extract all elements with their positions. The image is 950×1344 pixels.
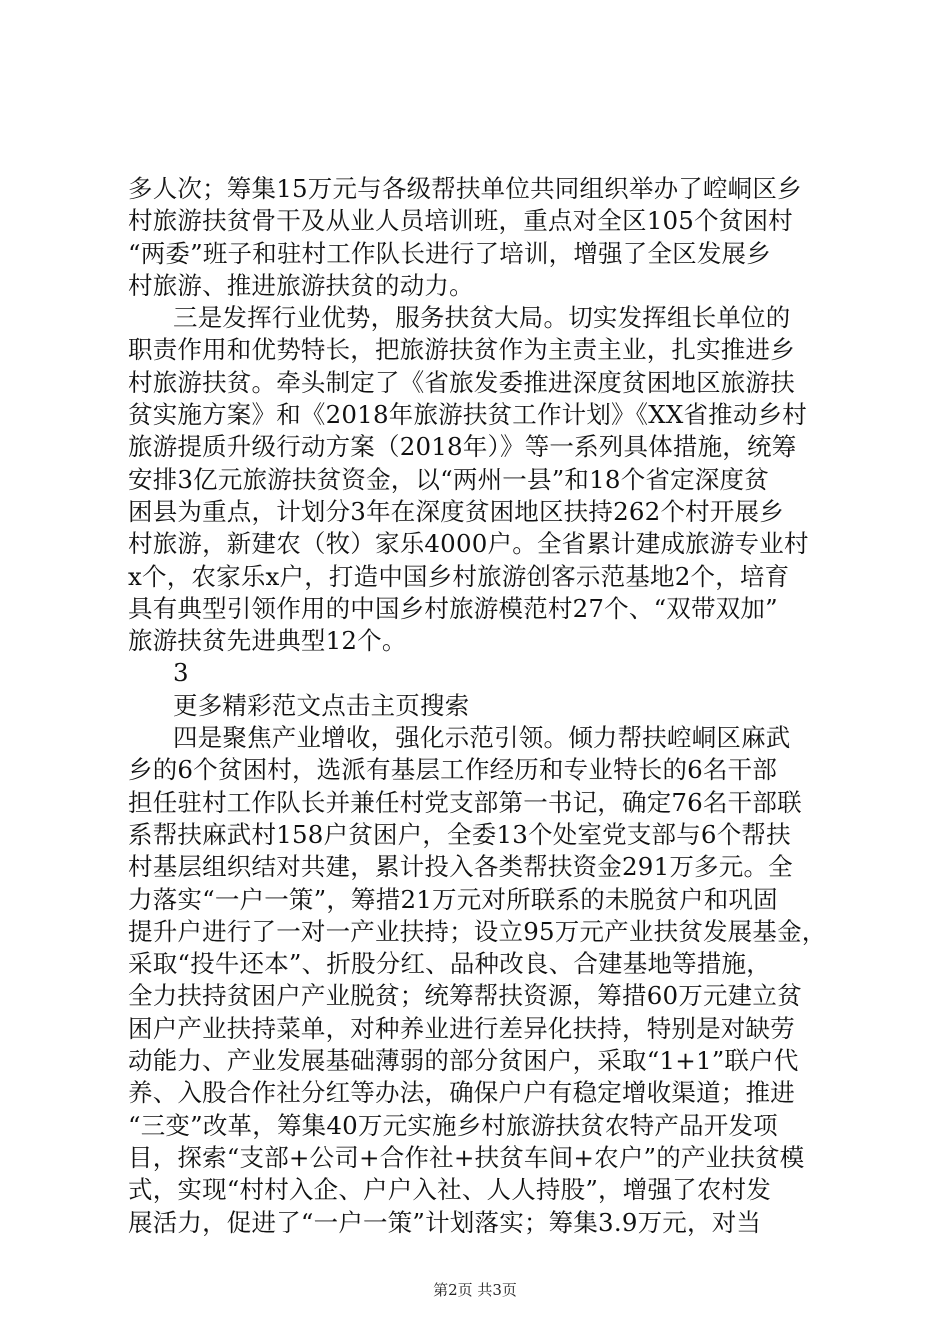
text-line: 系帮扶麻武村158户贫困户，全委13个处室党支部与6个帮扶 <box>128 819 791 849</box>
text-line: 担任驻村工作队长并兼任村党支部第一书记，确定76名干部联 <box>128 787 802 817</box>
text-line: 乡的6个贫困村，选派有基层工作经历和专业特长的6名干部 <box>128 755 778 785</box>
text-line: 具有典型引领作用的中国乡村旅游模范村27个、“双带双加” <box>128 593 778 623</box>
text-line: 动能力、产业发展基础薄弱的部分贫困户，采取“1+1”联户代 <box>128 1046 799 1076</box>
text-line: 全力扶持贫困户产业脱贫；统筹帮扶资源，筹措60万元建立贫 <box>128 981 802 1011</box>
text-line: 职责作用和优势特长，把旅游扶贫作为主责主业，扎实推进乡 <box>128 335 795 365</box>
text-line: “三变”改革，筹集40万元实施乡村旅游扶贫农特产品开发项 <box>128 1110 778 1140</box>
text-line: 村旅游扶贫骨干及从业人员培训班，重点对全区105个贫困村 <box>128 206 793 236</box>
text-line: 旅游扶贫先进典型12个。 <box>128 626 407 656</box>
text-line: 提升户进行了一对一产业扶持；设立95万元产业扶贫发展基金， <box>128 916 827 946</box>
text-line: 旅游提质升级行动方案（2018年）》等一系列具体措施，统筹 <box>128 432 797 462</box>
text-line: 村基层组织结对共建，累计投入各类帮扶资金291万多元。全 <box>128 852 793 882</box>
text-line: 多人次；筹集15万元与各级帮扶单位共同组织举办了崆峒区乡 <box>128 174 802 203</box>
text-line: 困户产业扶持菜单，对种养业进行差异化扶持，特别是对缺劳 <box>128 1013 795 1043</box>
text-line: 3 <box>173 658 189 688</box>
text-line: 村旅游，新建农（牧）家乐4000户。全省累计建成旅游专业村 <box>128 529 809 559</box>
text-line: 四是聚焦产业增收，强化示范引领。倾力帮扶崆峒区麻武 <box>173 723 791 753</box>
text-line: “两委”班子和驻村工作队长进行了培训，增强了全区发展乡 <box>128 238 771 268</box>
page-footer: 第2页 共3页 <box>433 1281 517 1299</box>
text-line: 式，实现“村村入企、户户入社、人人持股”，增强了农村发 <box>128 1175 771 1205</box>
text-line: 展活力，促进了“一户一策”计划落实；筹集3.9万元，对当 <box>128 1207 762 1237</box>
document-body <box>128 173 828 1239</box>
text-line: 更多精彩范文点击主页搜索 <box>173 690 470 720</box>
text-line: 养、入股合作社分红等办法，确保户户有稳定增收渠道；推进 <box>128 1078 795 1108</box>
text-line: 目，探索“支部+公司+合作社+扶贫车间+农户”的产业扶贫模 <box>128 1142 805 1172</box>
text-line: 三是发挥行业优势，服务扶贫大局。切实发挥组长单位的 <box>173 303 791 333</box>
text-line: x个，农家乐x户，打造中国乡村旅游创客示范基地2个，培育 <box>128 561 790 591</box>
text-line: 采取“投牛还本”、折股分红、品种改良、合建基地等措施， <box>128 949 771 979</box>
text-line: 村旅游扶贫。牵头制定了《省旅发委推进深度贫困地区旅游扶 <box>128 367 795 397</box>
text-line: 困县为重点，计划分3年在深度贫困地区扶持262个村开展乡 <box>128 496 784 526</box>
text-line: 安排3亿元旅游扶贫资金，以“两州一县”和18个省定深度贫 <box>128 464 769 494</box>
text-line: 贫实施方案》和《2018年旅游扶贫工作计划》《XX省推动乡村 <box>128 400 807 430</box>
text-line: 力落实“一户一策”，筹措21万元对所联系的未脱贫户和巩固 <box>128 884 778 914</box>
text-line: 村旅游、推进旅游扶贫的动力。 <box>128 270 474 300</box>
